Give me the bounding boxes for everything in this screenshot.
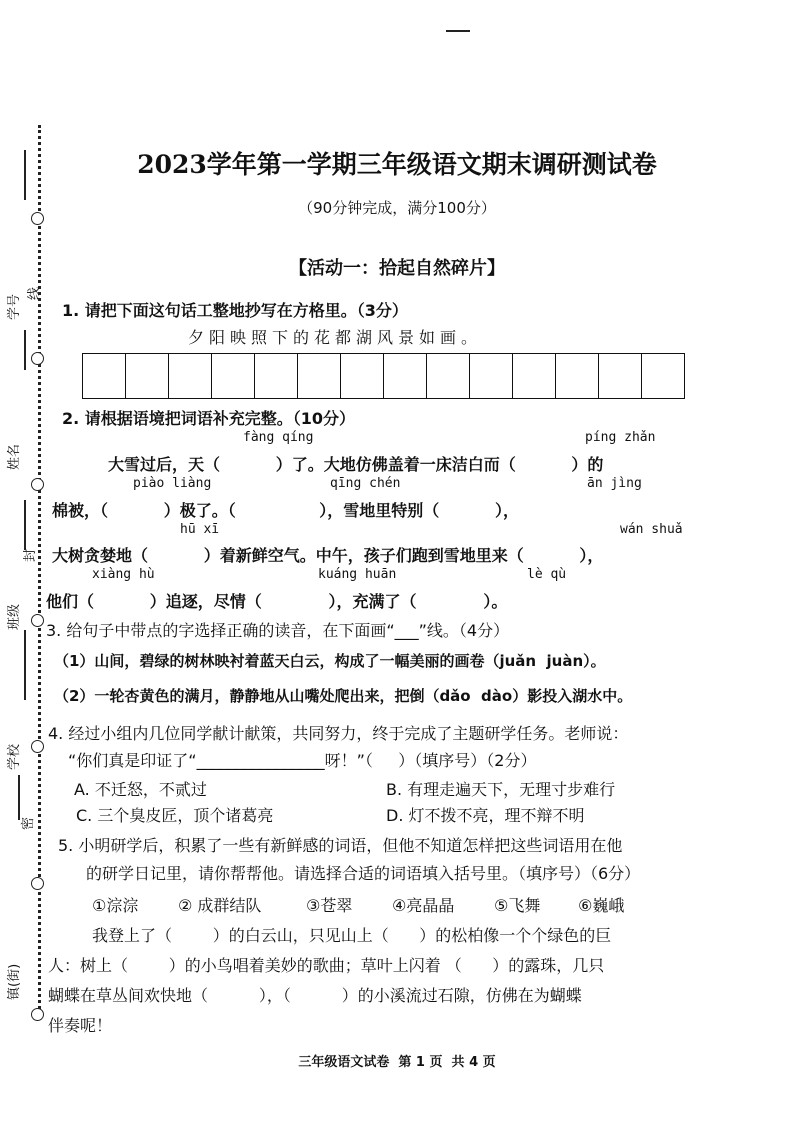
q5-line: 伴奏呢！ bbox=[48, 1016, 113, 1035]
page-footer: 三年级语文试卷 第 1 页 共 4 页 bbox=[298, 1055, 496, 1070]
q2-line: 大雪过后，天（ ）了。大地仿佛盖着一床洁白而（ ）的 bbox=[108, 455, 604, 474]
q5-line: 人：树上（ ）的小鸟唱着美妙的歌曲；草叶上闪着 （ ）的露珠，几只 bbox=[48, 956, 605, 975]
q2-prompt: 2. 请根据语境把词语补充完整。（10分） bbox=[62, 409, 356, 428]
page-title: 2023学年第一学期三年级语文期末调研测试卷 bbox=[137, 150, 657, 179]
field-line bbox=[24, 630, 26, 700]
q2-line: 大树贪婪地（ ）着新鲜空气。中午，孩子们跑到雪地里来（ ）， bbox=[52, 546, 604, 565]
q1-sentence: 夕阳映照下的花都湖风景如画。 bbox=[188, 328, 483, 347]
grid-cell[interactable] bbox=[255, 354, 298, 398]
town-label: 镇(街) bbox=[7, 963, 22, 1000]
grid-cell[interactable] bbox=[513, 354, 556, 398]
school-label: 学校 bbox=[7, 743, 22, 770]
pinyin: piào liàng bbox=[133, 476, 212, 491]
writing-grid[interactable] bbox=[82, 353, 685, 399]
q4-option-c: C. 三个臭皮匠，顶个诸葛亮 bbox=[76, 806, 274, 825]
q3-item: （1）山间，碧绿的树林映衬着蓝天白云，构成了一幅美丽的画卷（juǎn juàn）。 bbox=[54, 652, 606, 670]
q5-choice: ④亮晶晶 bbox=[392, 896, 455, 915]
grid-cell[interactable] bbox=[126, 354, 169, 398]
field-line bbox=[24, 330, 26, 370]
q5-prompt: 5. 小明研学后，积累了一些有新鲜感的词语，但他不知道怎样把这些词语用在他 bbox=[58, 836, 623, 855]
q4-option-a: A. 不迁怒，不贰过 bbox=[74, 780, 207, 799]
pinyin: lè qù bbox=[527, 567, 567, 582]
q5-choice: ③苍翠 bbox=[306, 896, 353, 915]
name-label: 姓名 bbox=[7, 443, 22, 470]
seal-line-char: 线 bbox=[27, 286, 42, 300]
grid-cell[interactable] bbox=[298, 354, 341, 398]
seal-char: 封 bbox=[23, 548, 38, 562]
grid-cell[interactable] bbox=[470, 354, 513, 398]
q2-line: 棉被，（ ）极了。（ ），雪地里特别（ ）， bbox=[52, 501, 519, 520]
pinyin: xiàng hù bbox=[92, 567, 155, 582]
q4-quote: “你们真是印证了“________________呀！”（ ）（填序号）（2分） bbox=[68, 751, 537, 770]
pinyin: qīng chén bbox=[330, 476, 401, 491]
binding-ring bbox=[31, 1008, 44, 1021]
pinyin: fàng qíng bbox=[243, 430, 314, 445]
field-line bbox=[24, 500, 26, 550]
field-line bbox=[18, 775, 20, 820]
grid-cell[interactable] bbox=[384, 354, 427, 398]
pinyin: ān jìng bbox=[587, 476, 642, 491]
grid-cell[interactable] bbox=[212, 354, 255, 398]
q5-prompt-cont: 的研学日记里，请你帮帮他。请选择合适的词语填入括号里。（填序号）（6分） bbox=[86, 864, 641, 883]
grid-cell[interactable] bbox=[83, 354, 126, 398]
grid-cell[interactable] bbox=[341, 354, 384, 398]
q2-line: 他们（ ）追逐，尽情（ ），充满了（ ）。 bbox=[46, 592, 508, 611]
q4-option-d: D. 灯不拨不亮，理不辩不明 bbox=[386, 806, 585, 825]
q4-option-b: B. 有理走遍天下，无理寸步难行 bbox=[386, 780, 616, 799]
section-heading: 【活动一：拾起自然碎片】 bbox=[289, 258, 505, 279]
exam-info: （90分钟完成，满分100分） bbox=[298, 199, 496, 217]
grid-cell[interactable] bbox=[427, 354, 470, 398]
grid-cell[interactable] bbox=[642, 354, 684, 398]
top-mark bbox=[446, 30, 470, 32]
q1-prompt: 1. 请把下面这句话工整地抄写在方格里。（3分） bbox=[62, 301, 408, 320]
q4-prompt: 4. 经过小组内几位同学献计献策，共同努力，终于完成了主题研学任务。老师说： bbox=[48, 724, 629, 743]
q5-choice: ⑤飞舞 bbox=[494, 896, 541, 915]
q5-choice: ⑥巍峨 bbox=[578, 896, 625, 915]
pinyin: hū xī bbox=[180, 522, 220, 537]
q5-line: 我登上了（ ）的白云山，只见山上（ ）的松柏像一个个绿色的巨 bbox=[92, 926, 612, 945]
grid-cell[interactable] bbox=[169, 354, 212, 398]
binding-ring bbox=[31, 740, 44, 753]
q3-prompt: 3. 给句子中带点的字选择正确的读音，在下面画“___”线。（4分） bbox=[46, 621, 510, 640]
q5-choice: ①淙淙 bbox=[92, 896, 139, 915]
class-label: 班级 bbox=[7, 603, 22, 630]
pinyin: wán shuǎ bbox=[620, 522, 683, 537]
q5-choice: ② 成群结队 bbox=[178, 896, 262, 915]
pinyin: píng zhǎn bbox=[585, 430, 656, 445]
q5-line: 蝴蝶在草丛间欢快地（ ），（ ）的小溪流过石隙，仿佛在为蝴蝶 bbox=[48, 986, 582, 1005]
secret-char: 密 bbox=[21, 816, 36, 830]
student-id-label: 学号 bbox=[7, 293, 22, 320]
binding-ring bbox=[31, 478, 44, 491]
grid-cell[interactable] bbox=[556, 354, 599, 398]
binding-ring bbox=[31, 352, 44, 365]
pinyin: kuáng huān bbox=[318, 567, 397, 582]
binding-ring bbox=[31, 877, 44, 890]
q3-item: （2）一轮杏黄色的满月，静静地从山嘴处爬出来，把倒（dǎo dào）影投入湖水中。 bbox=[54, 687, 633, 705]
binding-ring bbox=[31, 614, 44, 627]
grid-cell[interactable] bbox=[599, 354, 642, 398]
